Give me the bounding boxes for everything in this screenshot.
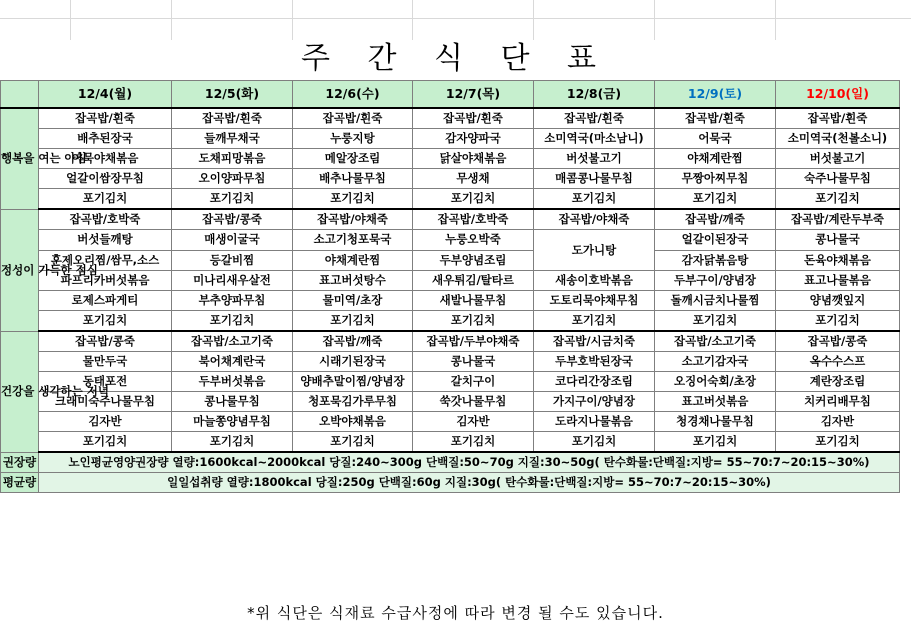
menu-item: 부추양파무침 [172, 291, 293, 311]
menu-item: 배추된장국 [39, 129, 172, 149]
menu-item: 얼갈이된장국 [655, 230, 776, 251]
menu-item: 닭살야채볶음 [413, 149, 534, 169]
menu-item: 도토리묵야채무침 [534, 291, 655, 311]
menu-item: 잡곡밥/야채죽 [293, 209, 413, 230]
menu-item: 새우튀김/탈타르 [413, 271, 534, 291]
menu-item: 김자반 [413, 412, 534, 432]
menu-row [1, 372, 900, 392]
menu-item: 잡곡밥/콩죽 [776, 331, 900, 352]
menu-item: 포기김치 [172, 189, 293, 210]
menu-item: 잡곡밥/야채죽 [534, 209, 655, 230]
menu-row [1, 230, 900, 251]
menu-item: 무짱아찌무침 [655, 169, 776, 189]
menu-item: 도라지나물볶음 [534, 412, 655, 432]
menu-item: 콩나물국 [413, 352, 534, 372]
menu-item: 소미역국(마소남니) [534, 129, 655, 149]
menu-item: 물미역/초장 [293, 291, 413, 311]
info-row-recommended [1, 452, 900, 473]
menu-item: 두부양념조림 [413, 250, 534, 271]
day-header-sunday: 12/10(일) [776, 81, 900, 109]
menu-item: 김자반 [39, 412, 172, 432]
menu-item: 포기김치 [39, 432, 172, 453]
menu-item: 잡곡밥/콩죽 [172, 209, 293, 230]
menu-row [1, 129, 900, 149]
menu-item: 감자양파국 [413, 129, 534, 149]
menu-row [1, 331, 900, 352]
menu-item: 잡곡밥/흰죽 [413, 108, 534, 129]
menu-item: 버섯불고기 [776, 149, 900, 169]
menu-item: 감자닭볶음탕 [655, 250, 776, 271]
menu-item: 포기김치 [293, 311, 413, 332]
menu-item: 잡곡밥/두부야채죽 [413, 331, 534, 352]
menu-item: 오박야채볶음 [293, 412, 413, 432]
menu-item: 잡곡밥/소고기죽 [172, 331, 293, 352]
menu-item: 새송이호박볶음 [534, 271, 655, 291]
menu-item: 크래미숙주나물무침 [39, 392, 172, 412]
menu-item: 북어채계란국 [172, 352, 293, 372]
menu-item: 청포묵김가루무침 [293, 392, 413, 412]
menu-item: 포기김치 [293, 432, 413, 453]
menu-item: 잡곡밥/흰죽 [172, 108, 293, 129]
menu-item: 야채계란찜 [293, 250, 413, 271]
menu-row [1, 291, 900, 311]
menu-item: 표고버섯탕수 [293, 271, 413, 291]
menu-item: 어묵야채볶음 [39, 149, 172, 169]
menu-item: 두부호박된장국 [534, 352, 655, 372]
menu-item: 숙주나물무침 [776, 169, 900, 189]
menu-item: 로제스파게티 [39, 291, 172, 311]
info-text: 일일섭취량 열량:1800kcal 당질:250g 단백질:60g 지질:30g( 탄수화물:단백질:지방= 55~70:7~20:15~30%) [39, 473, 900, 493]
menu-item: 옥수수스프 [776, 352, 900, 372]
menu-item: 포기김치 [172, 432, 293, 453]
menu-row [1, 189, 900, 210]
menu-item: 포기김치 [413, 432, 534, 453]
menu-item: 잡곡밥/흰죽 [293, 108, 413, 129]
menu-item: 매생이굴국 [172, 230, 293, 251]
page-title: 주 간 식 단 표 [300, 41, 611, 76]
menu-item: 잡곡밥/계란두부죽 [776, 209, 900, 230]
menu-item: 잡곡밥/콩죽 [39, 331, 172, 352]
menu-item: 포기김치 [413, 189, 534, 210]
menu-item: 미나리새우살전 [172, 271, 293, 291]
menu-item: 훈제오리찜/쌈무,소스 [39, 250, 172, 271]
menu-item: 버섯들깨탕 [39, 230, 172, 251]
menu-item: 잡곡밥/흰죽 [776, 108, 900, 129]
menu-item: 돌깨시금치나물찜 [655, 291, 776, 311]
day-header: 12/5(화) [172, 81, 293, 109]
menu-item: 포기김치 [776, 432, 900, 453]
day-header-saturday: 12/9(토) [655, 81, 776, 109]
menu-row [1, 432, 900, 453]
menu-item: 두부구이/양념장 [655, 271, 776, 291]
menu-item: 표고버섯볶음 [655, 392, 776, 412]
menu-item: 들깨무채국 [172, 129, 293, 149]
menu-item: 계란장조림 [776, 372, 900, 392]
menu-row [1, 108, 900, 129]
menu-item: 포기김치 [534, 432, 655, 453]
menu-item: 도가니탕 [534, 230, 655, 271]
menu-item: 파프리카버섯볶음 [39, 271, 172, 291]
menu-item: 물만두국 [39, 352, 172, 372]
menu-item: 포기김치 [655, 189, 776, 210]
day-header-row [1, 81, 900, 109]
menu-item: 포기김치 [776, 189, 900, 210]
weekly-menu-table [0, 80, 900, 493]
menu-item: 배추나물무침 [293, 169, 413, 189]
menu-row [1, 311, 900, 332]
menu-item: 오징어숙회/초장 [655, 372, 776, 392]
menu-item: 쑥갓나물무침 [413, 392, 534, 412]
menu-item: 포기김치 [293, 189, 413, 210]
menu-item: 잡곡밥/시금치죽 [534, 331, 655, 352]
menu-item: 코다리간장조림 [534, 372, 655, 392]
menu-item: 소고기청포묵국 [293, 230, 413, 251]
menu-item: 어묵국 [655, 129, 776, 149]
menu-item: 도채피망볶음 [172, 149, 293, 169]
menu-item: 포기김치 [655, 432, 776, 453]
menu-row [1, 392, 900, 412]
menu-item: 매콤콩나물무침 [534, 169, 655, 189]
menu-item: 잡곡밥/호박죽 [39, 209, 172, 230]
info-text: 노인평균영양권장량 열량:1600kcal~2000kcal 당질:240~300g 단백질:50~70g 지질:30~50g( 탄수화물:단백질:지방= 55~70:7~20:15~30%) [39, 452, 900, 473]
menu-item: 김자반 [776, 412, 900, 432]
menu-item: 얼갈이쌈장무침 [39, 169, 172, 189]
corner-cell [1, 81, 39, 109]
meal-label: 정성이 가득한 점심 [1, 209, 39, 331]
menu-item: 무생채 [413, 169, 534, 189]
info-label: 평균량 [1, 473, 39, 493]
menu-item: 잡곡밥/호박죽 [413, 209, 534, 230]
menu-item: 잡곡밥/깨죽 [655, 209, 776, 230]
menu-item: 양념깻잎지 [776, 291, 900, 311]
menu-item: 야채계란찜 [655, 149, 776, 169]
menu-item: 잡곡밥/흰죽 [655, 108, 776, 129]
menu-item: 잡곡밥/소고기죽 [655, 331, 776, 352]
menu-item: 잡곡밥/깨죽 [293, 331, 413, 352]
day-header: 12/8(금) [534, 81, 655, 109]
meal-label: 건강을 생각하는 저녁 [1, 331, 39, 452]
menu-item: 콩나물무침 [172, 392, 293, 412]
menu-item: 포기김치 [534, 311, 655, 332]
menu-item: 새발나물무침 [413, 291, 534, 311]
menu-item: 가지구이/양념장 [534, 392, 655, 412]
menu-item: 두부버섯볶음 [172, 372, 293, 392]
menu-item: 양배추말이찜/양념장 [293, 372, 413, 392]
menu-item: 치커리배무침 [776, 392, 900, 412]
menu-item: 누룽오박죽 [413, 230, 534, 251]
menu-item: 콩나물국 [776, 230, 900, 251]
menu-item: 표고나물볶음 [776, 271, 900, 291]
info-label: 권장량 [1, 452, 39, 473]
menu-item: 소미역국(천볼소니) [776, 129, 900, 149]
menu-row [1, 209, 900, 230]
menu-item: 포기김치 [39, 189, 172, 210]
menu-item: 마늘쫑양념무침 [172, 412, 293, 432]
menu-item: 포기김치 [776, 311, 900, 332]
menu-row [1, 169, 900, 189]
menu-row [1, 149, 900, 169]
meal-label: 행복을 여는 아침 [1, 108, 39, 209]
menu-row [1, 412, 900, 432]
menu-item: 갈치구이 [413, 372, 534, 392]
menu-item: 메알장조림 [293, 149, 413, 169]
footnote: *위 식단은 식재료 수급사정에 따라 변경 될 수도 있습니다. [247, 604, 664, 622]
menu-item: 오이양파무침 [172, 169, 293, 189]
menu-item: 돈육야채볶음 [776, 250, 900, 271]
info-row-average [1, 473, 900, 493]
menu-item: 누룽지탕 [293, 129, 413, 149]
day-header: 12/6(수) [293, 81, 413, 109]
spreadsheet-gridlines [0, 0, 911, 40]
menu-item: 포기김치 [534, 189, 655, 210]
menu-item: 등갈비찜 [172, 250, 293, 271]
menu-item: 포기김치 [39, 311, 172, 332]
menu-row [1, 352, 900, 372]
day-header: 12/4(월) [39, 81, 172, 109]
menu-item: 동태포전 [39, 372, 172, 392]
menu-item: 버섯불고기 [534, 149, 655, 169]
menu-item: 잡곡밥/흰죽 [39, 108, 172, 129]
menu-row [1, 271, 900, 291]
menu-item: 포기김치 [172, 311, 293, 332]
menu-item: 포기김치 [655, 311, 776, 332]
day-header: 12/7(목) [413, 81, 534, 109]
menu-row [1, 250, 900, 271]
menu-item: 소고기감자국 [655, 352, 776, 372]
menu-item: 잡곡밥/흰죽 [534, 108, 655, 129]
menu-item: 시래기된장국 [293, 352, 413, 372]
menu-item: 포기김치 [413, 311, 534, 332]
menu-item: 청경채나물무침 [655, 412, 776, 432]
